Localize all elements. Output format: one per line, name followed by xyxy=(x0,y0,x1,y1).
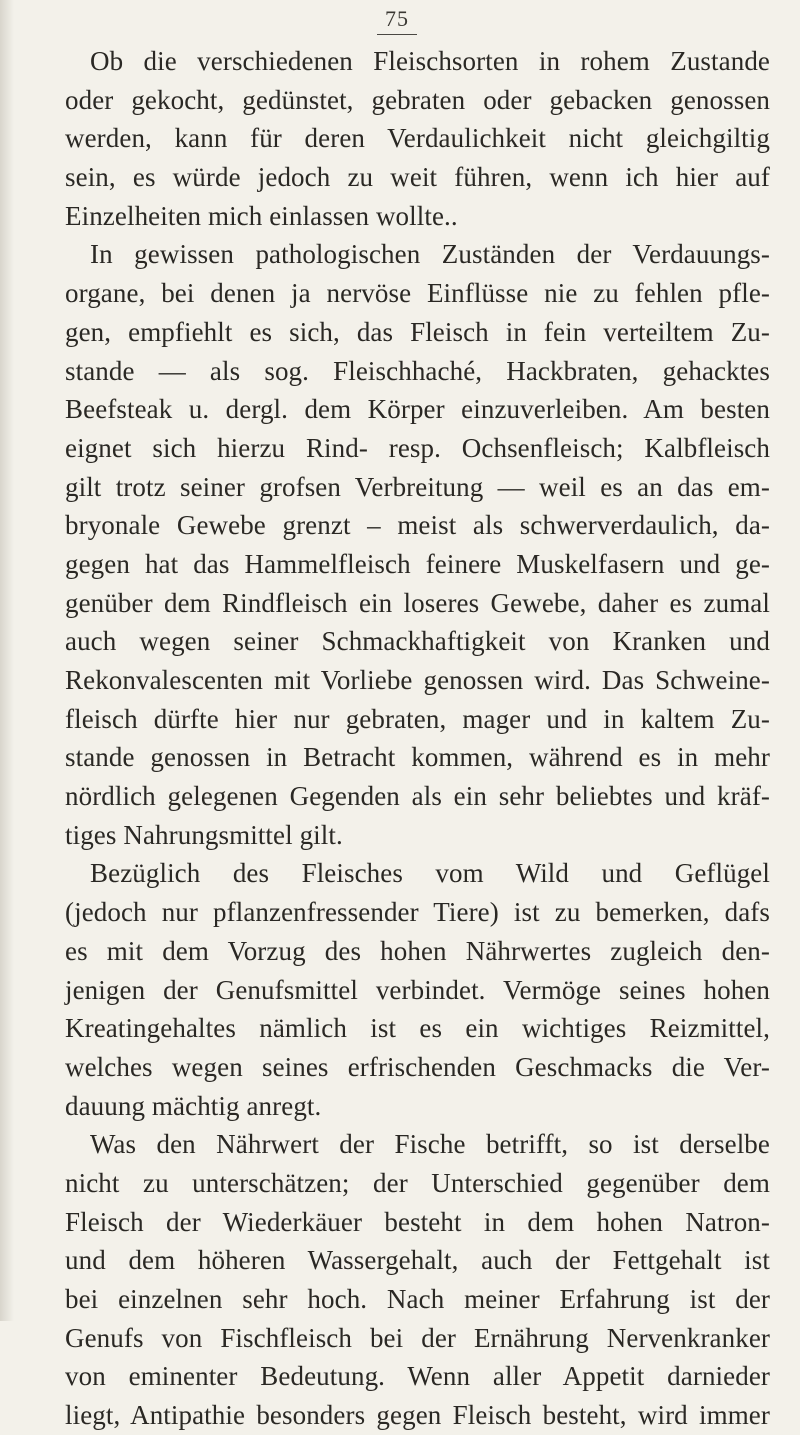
text-line: organe, bei denen ja nervöse Einflüsse nie zu fehlen pfle- xyxy=(65,278,770,309)
text-line: Beefsteak u. dergl. dem Körper einzuverleiben. Am besten xyxy=(65,394,770,425)
text-line: nördlich gelegenen Gegenden als ein sehr beliebtes und kräf- xyxy=(65,781,770,812)
text-line: nicht zu unterschätzen; der Unterschied gegenüber dem xyxy=(65,1167,770,1198)
text-line: welches wegen seines erfrischenden Geschmacks die Ver- xyxy=(65,1051,770,1082)
text-line: Bezüglich des Fleisches vom Wild und Geflügel xyxy=(90,858,770,889)
text-line: Genufs von Fischfleisch bei der Ernährung Nervenkranker xyxy=(65,1322,770,1353)
text-line: oder gekocht, gedünstet, gebraten oder gebacken genossen xyxy=(65,84,770,115)
text-line: werden, kann für deren Verdaulichkeit nicht gleichgiltig xyxy=(65,123,770,154)
text-line: Was den Nährwert der Fische betrifft, so ist derselbe xyxy=(90,1129,770,1160)
text-line: Ob die verschiedenen Fleischsorten in rohem Zustande xyxy=(90,46,770,76)
text-line: es mit dem Vorzug des hohen Nährwertes zugleich den- xyxy=(65,935,770,966)
text-line: genüber dem Rindfleisch ein loseres Gewebe, daher es zumal xyxy=(65,587,770,618)
text-line: gegen hat das Hammelfleisch feinere Muskelfasern und ge- xyxy=(65,548,770,579)
text-line: eignet sich hierzu Rind- resp. Ochsenfleisch; Kalbfleisch xyxy=(65,432,770,463)
text-line: Rekonvalescenten mit Vorliebe genossen wird. Das Schweine- xyxy=(65,665,770,695)
text-line: stande — als sog. Fleischhaché, Hackbraten, gehacktes xyxy=(65,355,770,386)
text-line: Kreatingehaltes nämlich ist es ein wichtiges Reizmittel, xyxy=(65,1013,770,1044)
text-line: jenigen der Genufsmittel verbindet. Vermöge seines hohen xyxy=(65,974,770,1005)
text-line: Fleisch der Wiederkäuer besteht in dem hohen Natron- xyxy=(65,1206,770,1237)
text-line: Einzelheiten mich einlassen wollte.. xyxy=(65,200,458,231)
text-line: von eminenter Bedeutung. Wenn aller Appetit darnieder xyxy=(65,1361,770,1392)
text-line: In gewissen pathologischen Zuständen der Verdauungs- xyxy=(90,239,770,270)
text-line: bryonale Gewebe grenzt – meist als schwerverdaulich, da- xyxy=(65,510,770,541)
page-number: 75 xyxy=(377,6,417,35)
text-line: fleisch dürfte hier nur gebraten, mager und in kaltem Zu- xyxy=(65,703,770,734)
page-edge-shadow xyxy=(0,0,14,1321)
text-line: tiges Nahrungsmittel gilt. xyxy=(65,819,343,850)
text-line: liegt, Antipathie besonders gegen Fleisch besteht, wird immer xyxy=(65,1400,770,1431)
text-line: auch wegen seiner Schmackhaftigkeit von Kranken und xyxy=(65,626,770,657)
text-line: bei einzelnen sehr hoch. Nach meiner Erfahrung ist der xyxy=(65,1284,770,1314)
text-line: stande genossen in Betracht kommen, während es in mehr xyxy=(65,742,770,773)
text-line: sein, es würde jedoch zu weit führen, wenn ich hier auf xyxy=(65,162,770,193)
text-line: (jedoch nur pflanzenfressender Tiere) ist zu bemerken, dafs xyxy=(65,897,770,928)
body-text xyxy=(65,42,770,1435)
text-line: gilt trotz seiner grofsen Verbreitung — weil es an das em- xyxy=(65,471,770,502)
text-line: und dem höheren Wassergehalt, auch der Fettgehalt ist xyxy=(65,1245,770,1276)
text-line: gen, empfiehlt es sich, das Fleisch in fein verteiltem Zu- xyxy=(65,316,770,347)
text-line: dauung mächtig anregt. xyxy=(65,1090,322,1121)
